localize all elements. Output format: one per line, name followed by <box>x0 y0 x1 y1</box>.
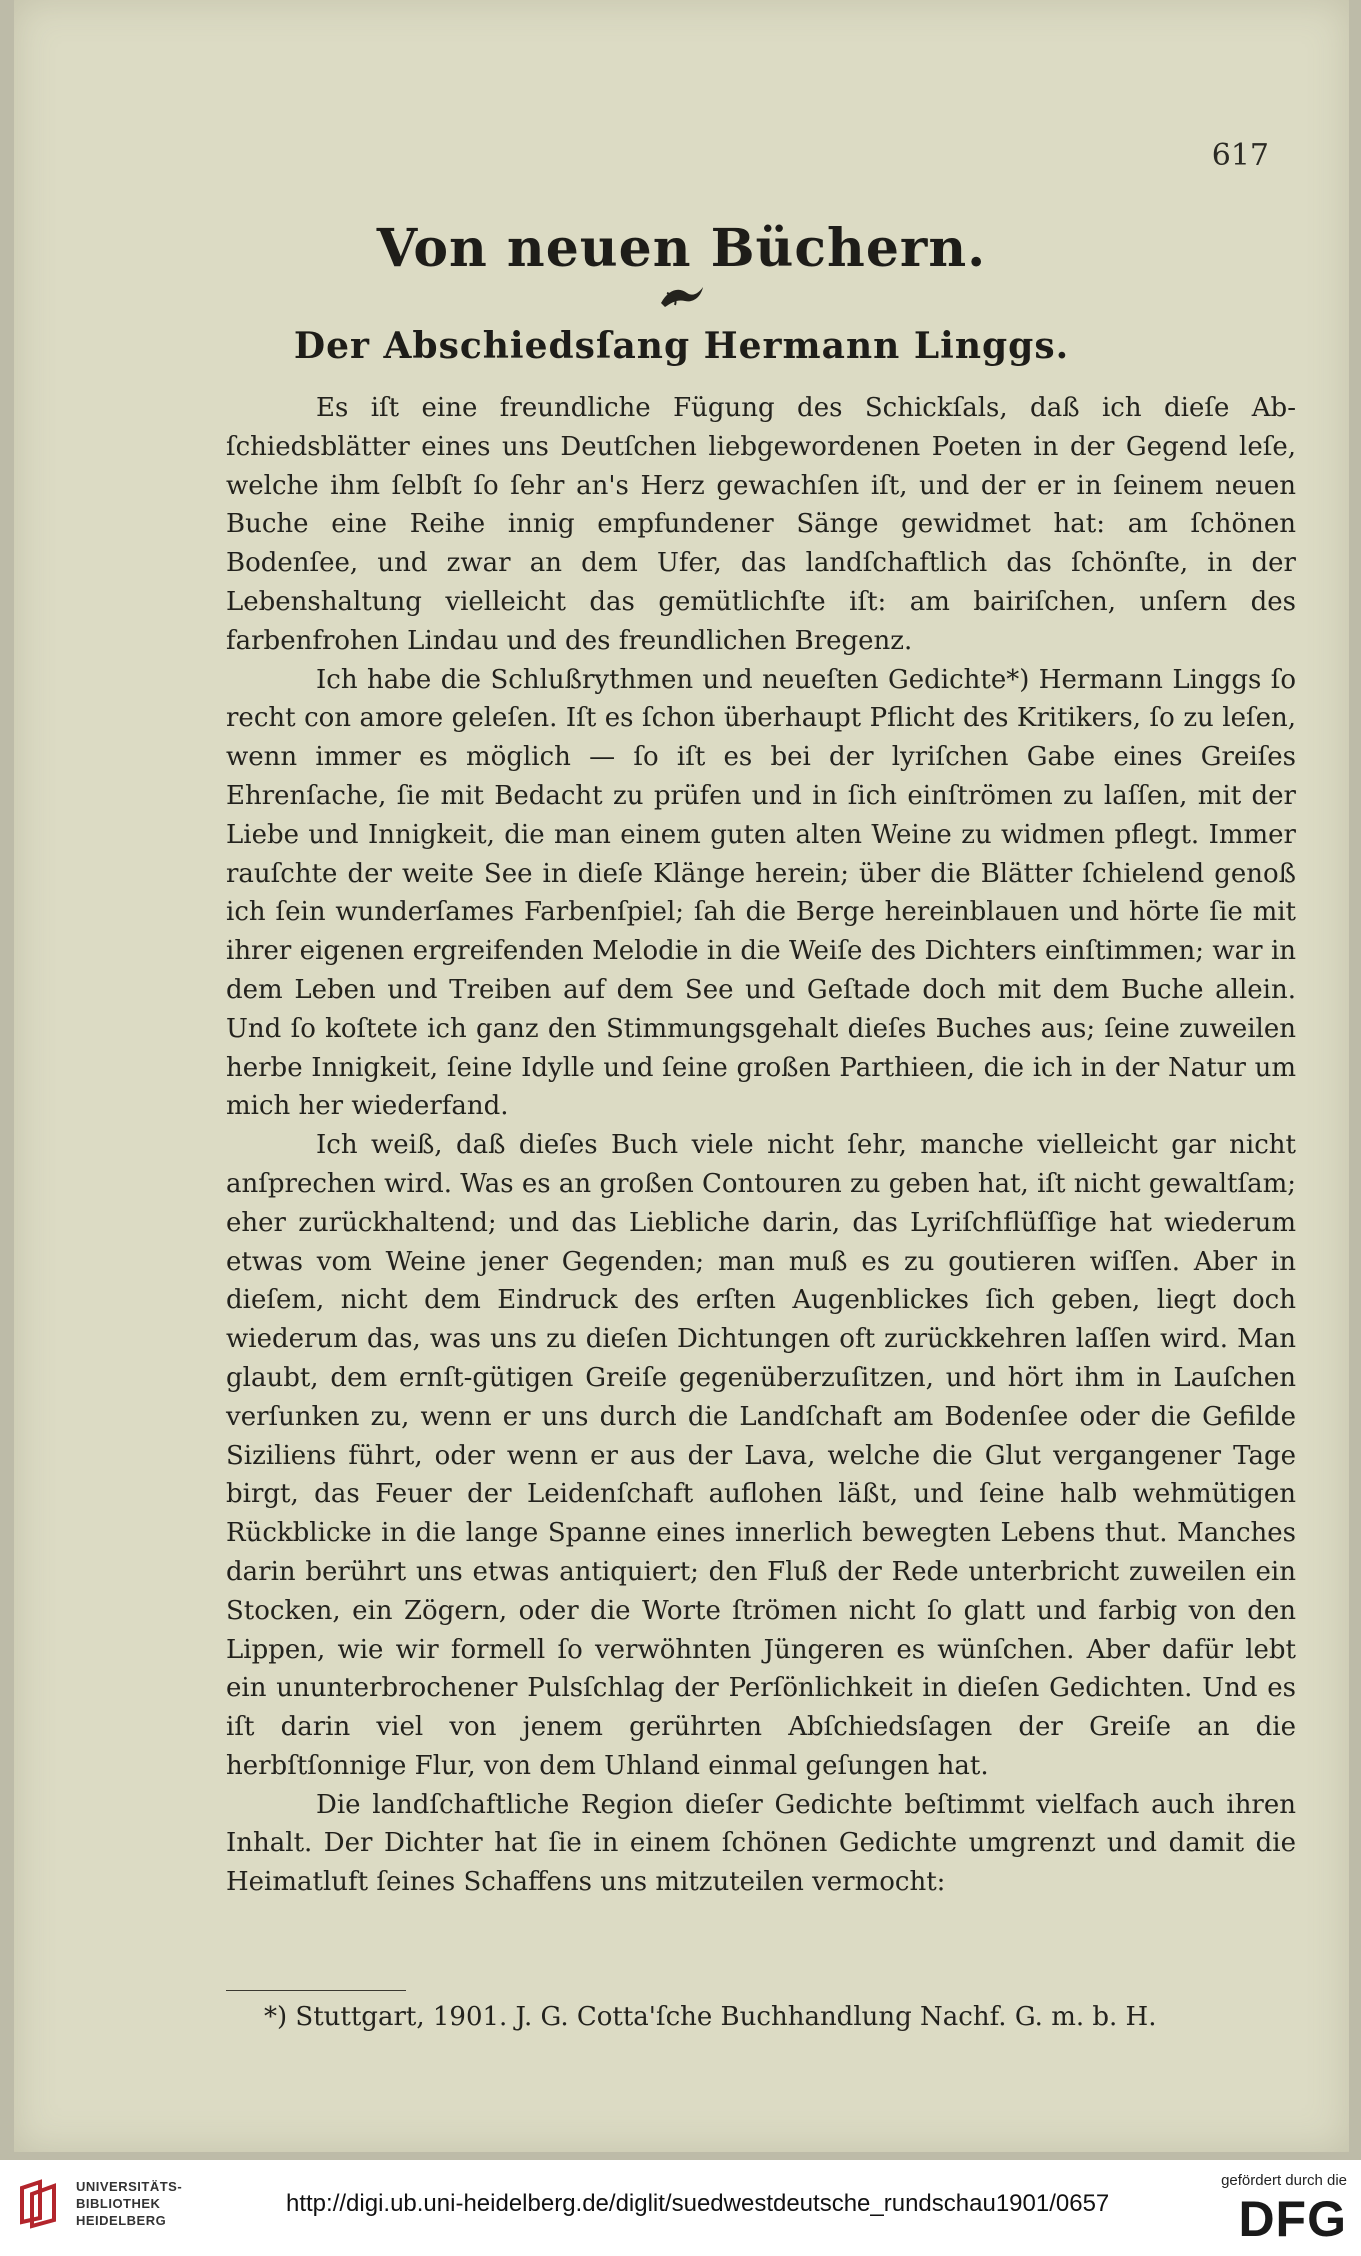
paragraph: Es iſt eine freundliche Fügung des Schickſals, daß ich dieſe Abſchiedsblätter eines uns Deutſchen liebgewordenen Poeten in der Gegend leſe, welche ihm ſelbſt ſo ſehr an's Herz gewachſen iſt, und der er in ſeinem neuen Buche eine Reihe innig empfundener Sänge gewidmet hat: am ſchönen Bodenſee, und zwar an dem Ufer, das landſchaftlich das ſchönſte, in der Lebenshaltung vielleicht das gemütlichſte iſt: am bairiſchen, unſern des farbenfrohen Lindau und des freundlichen Bregenz. <box>226 393 1296 656</box>
institution-line: UNIVERSITÄTS- <box>76 2179 183 2194</box>
digitization-footer <box>0 2160 1361 2256</box>
university-logo-icon <box>14 2178 66 2230</box>
footnote: *) Stuttgart, 1901. J. G. Cotta'ſche Buchhandlung Nachf. G. m. b. H. <box>264 2002 1157 2032</box>
funded-by-label: gefördert durch die <box>1221 2172 1347 2189</box>
article-body <box>226 389 1296 1902</box>
institution-line: HEIDELBERG <box>76 2213 167 2228</box>
article-subtitle: Der Abschiedsſang Hermann Linggs. <box>293 325 1070 367</box>
paragraph: Die landſchaftliche Region dieſer Gedichte beſtimmt vielfach auch ihren Inhalt. Der Dichter hat ſie in einem ſchönen Gedichte umgrenzt und damit die Heimatluft ſeines Schaffens uns mitzuteilen vermocht: <box>226 1789 1296 1898</box>
paragraph: Ich habe die Schlußrythmen und neueſten Gedichte*) Hermann Linggs ſo recht con amore geleſen. Iſt es ſchon überhaupt Pflicht des Kritikers, ſo zu leſen, wenn immer es möglich — ſo iſt es bei der lyriſchen Gabe eines Greiſes Ehrenſache, ſie mit Bedacht zu prüfen und in ſich einſtrömen zu laſſen, mit der Liebe und Innigkeit, die man einem guten alten Weine zu widmen pflegt. Immer rauſchte der weite See in dieſe Klänge herein; über die Blätter ſchielend genoß ich ſein wunderſames Farbenſpiel; ſah die Berge hereinblauen und hörte ſie mit ihrer eigenen ergreifenden Melodie in die Weiſe des Dichters einſtimmen; war in dem Leben und Treiben auf dem See und Geſtade doch mit dem Buche allein. Und ſo koſtete ich ganz den Stimmungsgehalt dieſes Buches aus; ſeine zuweilen herbe Innigkeit, ſeine Idylle und ſeine großen Parthieen, die ich in der Natur um mich her wiederfand. <box>226 664 1296 1122</box>
page-number: 617 <box>1211 138 1269 173</box>
paragraph: Ich weiß, daß dieſes Buch viele nicht ſehr, manche vielleicht gar nicht anſprechen wird. Was es an großen Contouren zu geben hat, iſt nicht gewaltſam; eher zurückhaltend; und das Liebliche darin, das Lyriſchflüſſige hat wiederum etwas vom Weine jener Gegenden; man muß es zu goutieren wiſſen. Aber in dieſem, nicht dem Eindruck des erſten Augenblickes ſich geben, liegt doch wiederum das, was uns zu dieſen Dichtungen oft zurückkehren laſſen wird. Man glaubt, dem ernſt-gütigen Greiſe gegenüberzuſitzen, und hört ihm in Lauſchen verſunken zu, wenn er uns durch die Landſchaft am Bodenſee oder die Gefilde Siziliens führt, oder wenn er aus der Lava, welche die Glut vergangener Tage birgt, das Feuer der Leidenſchaft auflohen läßt, und ſeine halb wehmütigen Rückblicke in die lange Spanne eines innerlich bewegten Lebens thut. Manches darin berührt uns etwas antiquiert; den Fluß der Rede unterbricht zuweilen ein Stocken, ein Zögern, oder die Worte ſtrömen nicht ſo glatt und farbig von den Lippen, wie wir formell ſo verwöhnten Jüngeren es wünſchen. Aber dafür lebt ein ununterbrochener Pulsſchlag der Perſönlichkeit in dieſen Gedichten. Und es iſt darin viel von jenem gerührten Abſchiedsſagen der Greiſe an die herbſtſonnige Flur, von dem Uhland einmal geſungen hat. <box>226 1130 1296 1781</box>
footnote-divider <box>226 1990 406 1991</box>
funder-logo: DFG <box>1238 2191 1347 2247</box>
institution-line: BIBLIOTHEK <box>76 2196 161 2211</box>
fleuron-icon <box>657 283 707 311</box>
scanned-page <box>14 0 1349 2152</box>
page-title: Von neuen Büchern. <box>376 218 987 279</box>
permalink-url[interactable]: http://digi.ub.uni-heidelberg.de/diglit/suedwestdeutsche_rundschau1901/0657 <box>286 2190 1110 2217</box>
institution-name <box>76 2178 182 2229</box>
